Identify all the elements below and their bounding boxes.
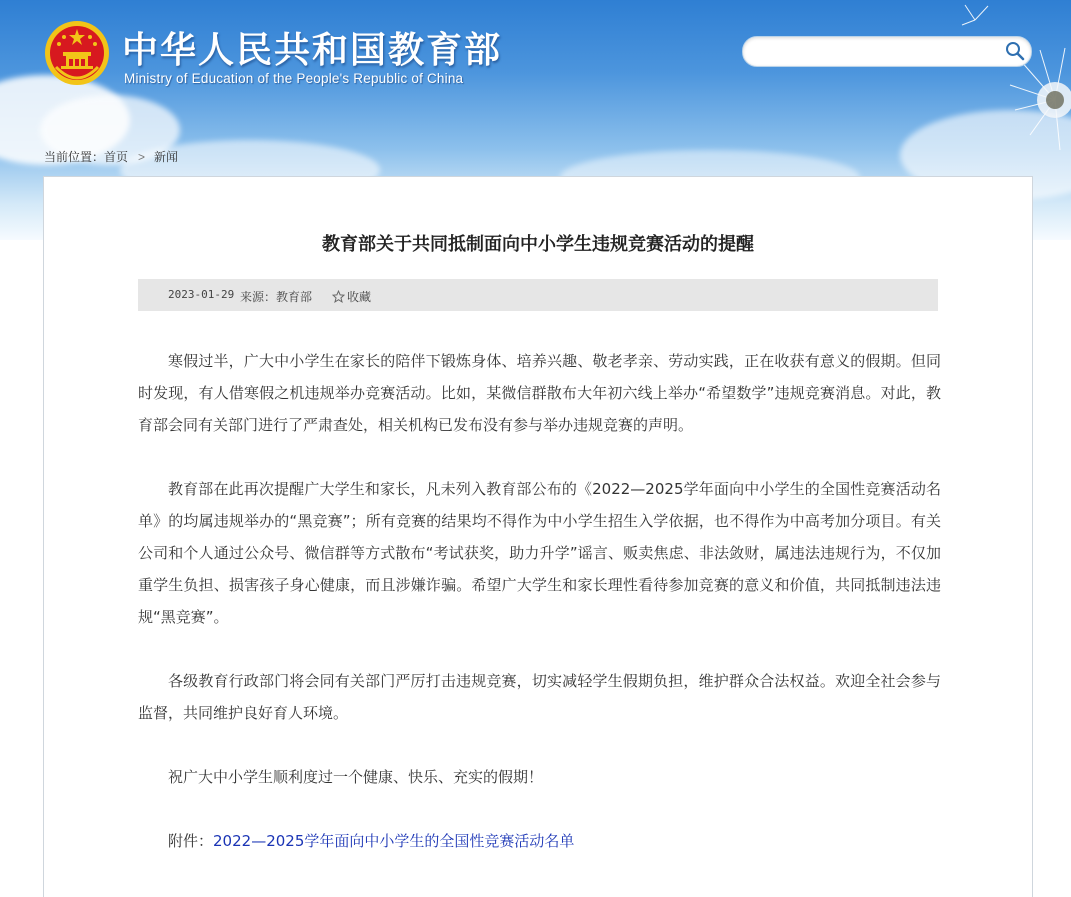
search-box xyxy=(742,36,1032,67)
article-paragraph: 教育部在此再次提醒广大学生和家长，凡未列入教育部公布的《2022—2025学年面向中小学生的全国性竞赛活动名单》的均属违规举办的“黑竞赛”；所有竞赛的结果均不得作为中小学生招生入学依据，也不得作为中高考加分项目。有关公司和个人通过公众号、微信群等方式散布“考试获奖，助力升学”谣言、贩卖焦虑、非法敛财，属违法违规行为，不仅加重学生负担、损害孩子身心健康，而且涉嫌诈骗。希望广大学生和家长理性看待参加竞赛的意义和价值，共同抵制违法违规“黑竞赛”。 xyxy=(138,480,941,626)
article-title: 教育部关于共同抵制面向中小学生违规竞赛活动的提醒 xyxy=(322,234,754,255)
search-icon[interactable] xyxy=(1003,39,1027,63)
article-body xyxy=(138,345,941,889)
article-paragraph: 寒假过半，广大中小学生在家长的陪伴下锻炼身体、培养兴趣、敬老孝亲、劳动实践，正在收获有意义的假期。但同时发现，有人借寒假之机违规举办竞赛活动。比如，某微信群散布大年初六线上举办“希望数学”违规竞赛消息。对此，教育部会同有关部门进行了严肃查处，相关机构已发布没有参与举办违规竞赛的声明。 xyxy=(138,352,941,434)
article-paragraph: 祝广大中小学生顺利度过一个健康、快乐、充实的假期！ xyxy=(168,768,544,786)
chevron-right-icon: > xyxy=(138,149,146,164)
breadcrumb-label: 当前位置： xyxy=(44,150,105,164)
attachment-label: 附件： xyxy=(168,832,214,850)
search-input[interactable] xyxy=(755,41,999,63)
article-paragraph: 各级教育行政部门将会同有关部门严厉打击违规竞赛，切实减轻学生假期负担，维护群众合法权益。欢迎全社会参与监督，共同维护良好育人环境。 xyxy=(138,672,941,722)
site-subtitle: Ministry of Education of the People's Republic of China xyxy=(124,71,464,86)
breadcrumb-home-link[interactable]: 首页 xyxy=(104,150,129,164)
star-icon xyxy=(332,290,345,303)
favorite-button[interactable] xyxy=(332,288,371,305)
article-meta-bar xyxy=(138,279,938,311)
attachment-link[interactable]: 2022—2025学年面向中小学生的全国性竞赛活动名单 xyxy=(213,832,575,850)
breadcrumb xyxy=(44,148,178,165)
article-panel xyxy=(43,176,1033,897)
dandelion-decoration xyxy=(960,0,1071,160)
article-date: 2023-01-29 xyxy=(168,288,235,301)
attachment-paragraph xyxy=(138,825,941,857)
national-emblem-icon xyxy=(44,19,110,87)
site-title: 中华人民共和国教育部 xyxy=(122,30,503,71)
article-source: 来源：教育部 xyxy=(240,290,313,304)
favorite-label: 收藏 xyxy=(347,290,372,304)
breadcrumb-current[interactable]: 新闻 xyxy=(154,150,179,164)
